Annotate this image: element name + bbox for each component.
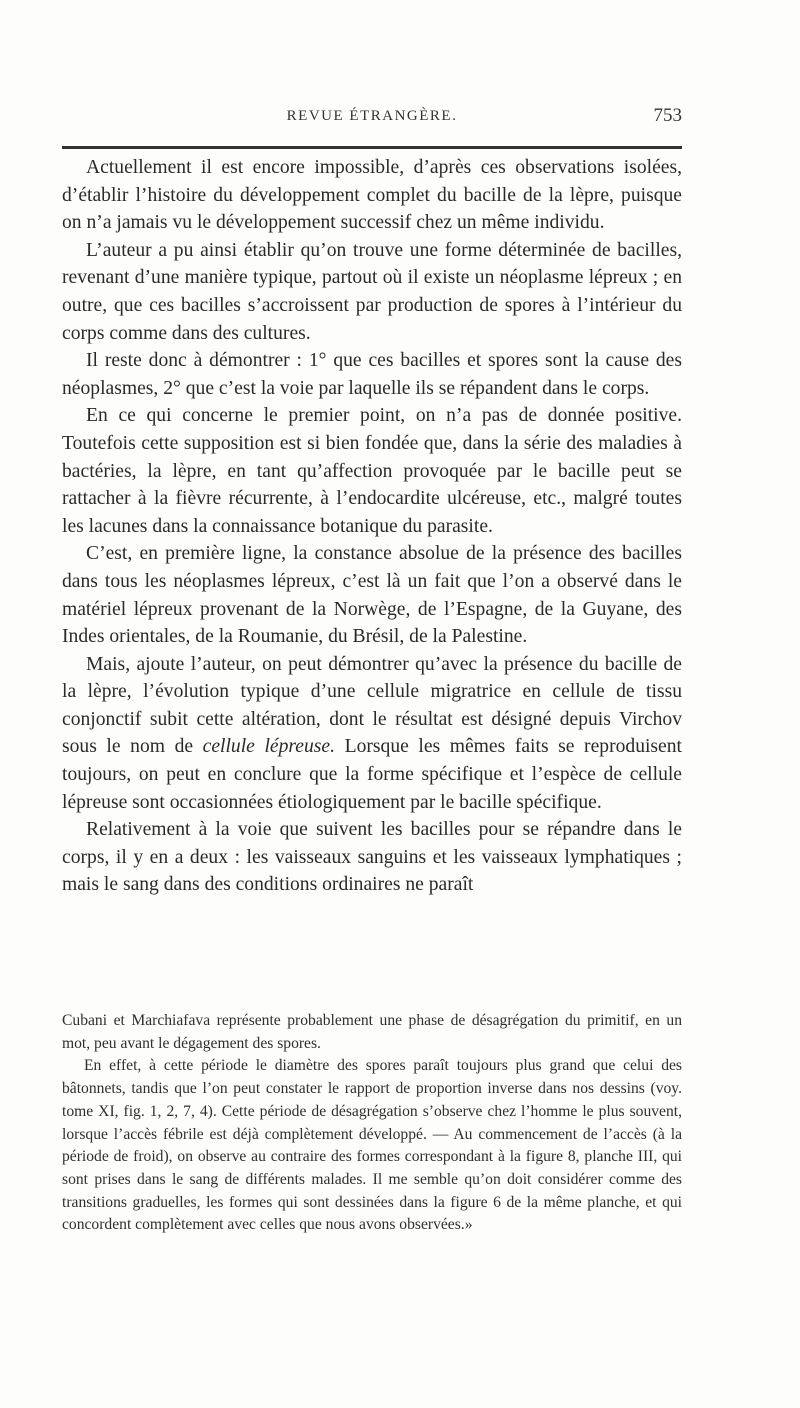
- italic-term: cellule lépreuse.: [202, 736, 336, 758]
- paragraph-1: Actuellement il est encore impossible, d’après ces observations isolées, d’établir l’histoire du développement complet du bacille de la lèpre, puisque on n’a jamais vu le développement successif chez un même individu.: [62, 157, 682, 234]
- footnote-continuation: Cubani et Marchiafava représente probablement une phase de désagrégation du primitif, en un mot, peu avant le dégagement des spores.: [62, 1012, 682, 1052]
- header-rule: [62, 146, 682, 149]
- footnote-block: [62, 1010, 682, 1237]
- paragraph-4: En ce qui concerne le premier point, on n’a pas de donnée positive. Toutefois cette supposition est si bien fondée que, dans la série des maladies à bactéries, la lèpre, en tant qu’affection provoquée par le bacille peut se rattacher à la fièvre récurrente, à l’endocardite ulcéreuse, etc., malgré toutes les lacunes dans la connaissance botanique du parasite.: [62, 405, 682, 537]
- paragraph-6-start: Mais, ajoute l’auteur, on peut démontrer qu’avec la présence du bacille de la lèpre, l’évolution typique d’une cellule migratrice en cellule de tissu conjonctif subit cette altération, dont le résultat est désigné depuis Virchov sous le nom de: [62, 653, 682, 758]
- paragraph-6: [62, 651, 682, 817]
- paragraph-6-end: Lorsque les mêmes faits se reproduisent toujours, on peut en conclure que la forme spécifique et l’espèce de cellule lépreuse sont occasionnées étiologiquement par le bacille spécifique.: [62, 736, 682, 813]
- paragraph-5: C’est, en première ligne, la constance absolue de la présence des bacilles dans tous les néoplasmes lépreux, c’est là un fait que l’on a observé dans le matériel lépreux provenant de la Norwège, de l’Espagne, de la Guyane, des Indes orientales, de la Roumanie, du Brésil, de la Palestine.: [62, 543, 682, 648]
- page-header: [62, 105, 682, 132]
- paragraph-7: Relativement à la voie que suivent les bacilles pour se répandre dans le corps, il y en a deux : les vaisseaux sanguins et les vaisseaux lymphatiques ; mais le sang dans des conditions ordinaires ne paraît: [62, 819, 682, 896]
- running-title: REVUE ÉTRANGÈRE.: [286, 108, 458, 124]
- page-number: 753: [653, 105, 682, 126]
- footnote-paragraph: En effet, à cette période le diamètre des spores paraît toujours plus grand que celui des bâtonnets, tandis que l’on peut constater le rapport de proportion inverse dans nos dessins (voy. tome XI, fig. 1, 2, 7, 4). Cette période de désagrégation s’observe chez l’homme le plus souvent, lorsque l’accès fébrile est déjà complètement développé. — Au commencement de l’accès (à la période de froid), on observe au contraire des formes correspondant à la figure 8, planche III, qui sont prises dans le sang de différents malades. Il me semble qu’on doit considérer comme des transitions graduelles, les formes qui sont dessinées dans la figure 6 de la même planche, et qui concordent complètement avec celles que nous avons observées.»: [62, 1057, 682, 1234]
- paragraph-2: L’auteur a pu ainsi établir qu’on trouve une forme déterminée de bacilles, revenant d’une manière typique, partout où il existe un néoplasme lépreux ; en outre, que ces bacilles s’accroissent par production de spores à l’intérieur du corps comme dans des cultures.: [62, 239, 682, 344]
- paragraph-3: Il reste donc à démontrer : 1° que ces bacilles et spores sont la cause des néoplasmes, 2° que c’est la voie par laquelle ils se répandent dans le corps.: [62, 350, 682, 399]
- main-text: [62, 154, 682, 899]
